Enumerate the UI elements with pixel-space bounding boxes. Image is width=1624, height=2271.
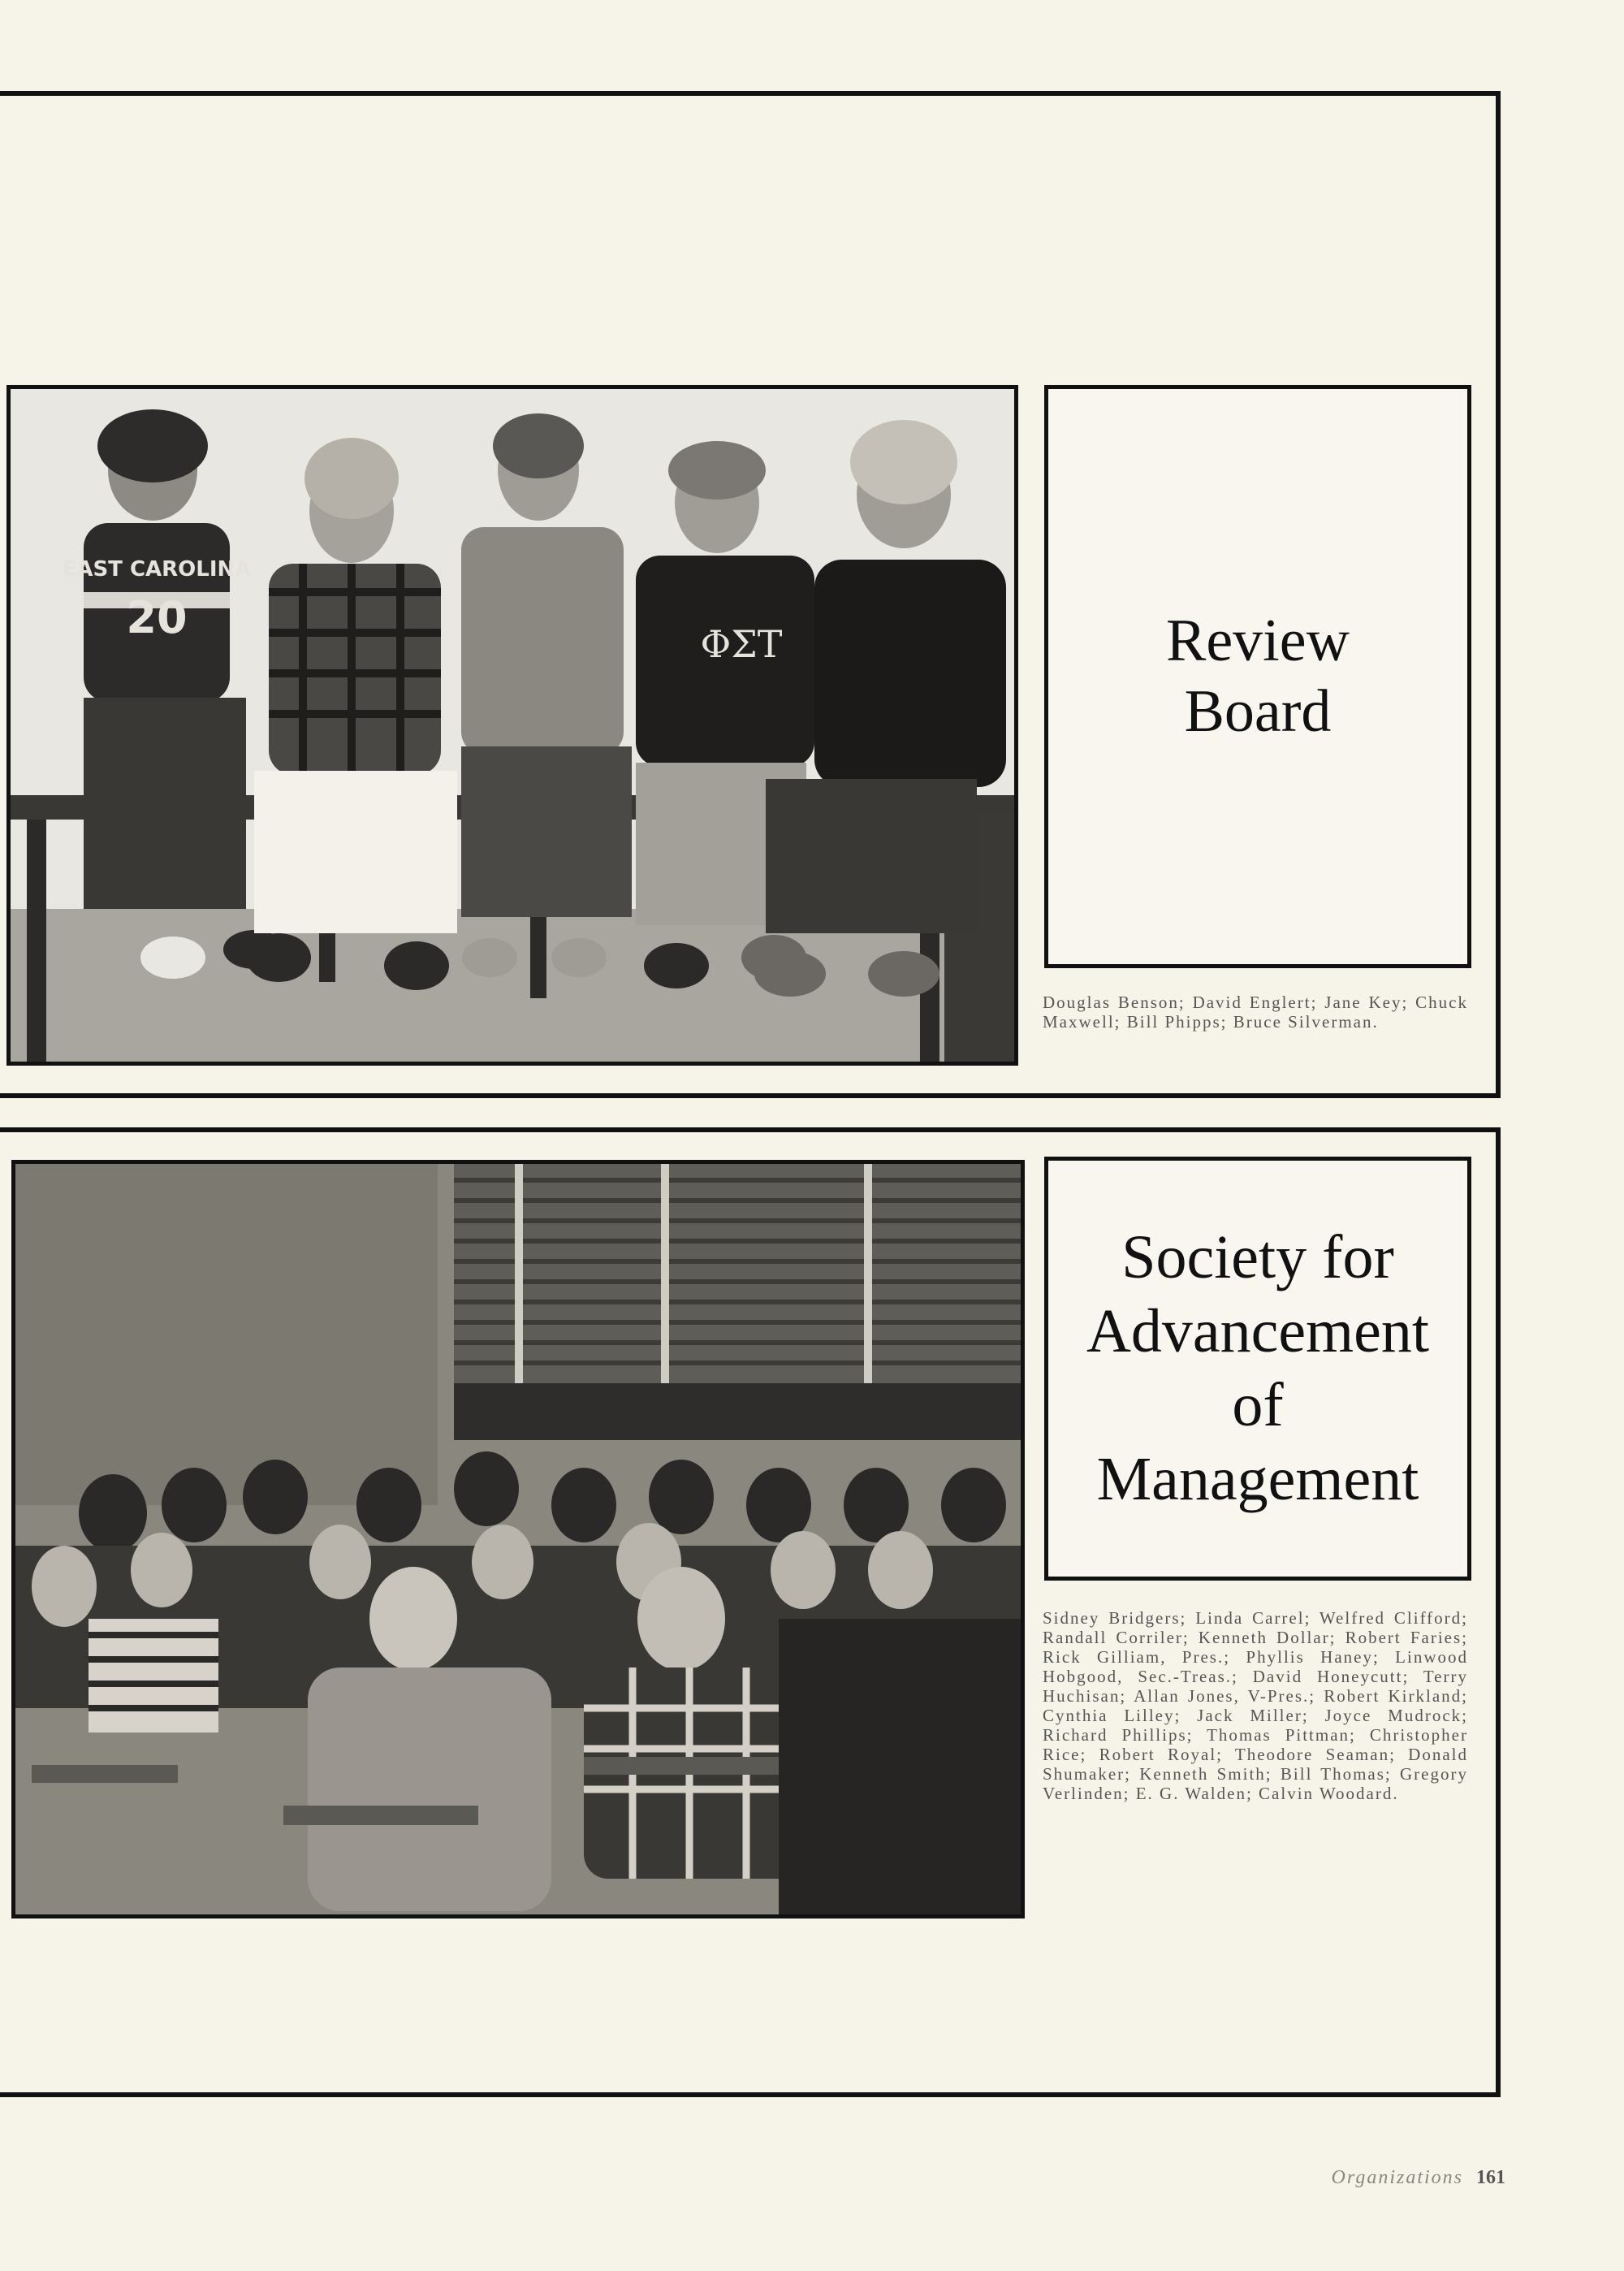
page-footer: [1332, 2167, 1505, 2189]
sam-photo-illustration: [15, 1164, 1021, 1914]
review-board-caption: Douglas Benson; David Englert; Jane Key; Chuck Maxwell; Bill Phipps; Bruce Silverman.: [1043, 993, 1468, 1032]
footer-section-name: Organizations: [1331, 2167, 1463, 2188]
jersey-number: 20: [126, 592, 188, 643]
review-board-group-photo: [6, 385, 1018, 1066]
sam-group-photo: [11, 1160, 1025, 1918]
review-board-title-box: [1044, 385, 1471, 968]
sam-caption: Sidney Bridgers; Linda Carrel; Welfred Clifford; Randall Corriler; Kenneth Dollar; Robert Faries; Rick Gilliam, Pres.; Phyllis Haney; Linwood Hobgood, Sec.-Treas.; David Honeycutt; Terry Huchisan; Allan Jones, V-Pres.; Robert Kirkland; Cynthia Lilley; Jack Miller; Joyce Mudrock; Richard Phillips; Thomas Pittman; Christopher Rice; Robert Royal; Theodore Seaman; Donald Shumaker; Kenneth Smith; Bill Thomas; Gregory Verlinden; E. G. Walden; Calvin Woodard.: [1043, 1608, 1468, 1803]
review-board-title: Review Board: [1165, 607, 1350, 745]
jersey-text: EAST CAROLINA: [62, 557, 252, 582]
sam-title-box: [1044, 1157, 1471, 1581]
page-number: 161: [1476, 2167, 1505, 2188]
review-board-photo-illustration: [11, 389, 1014, 1062]
fraternity-letters: ΦΣΤ: [700, 622, 783, 666]
sam-title: Society for Advancement of Management: [1086, 1222, 1430, 1514]
